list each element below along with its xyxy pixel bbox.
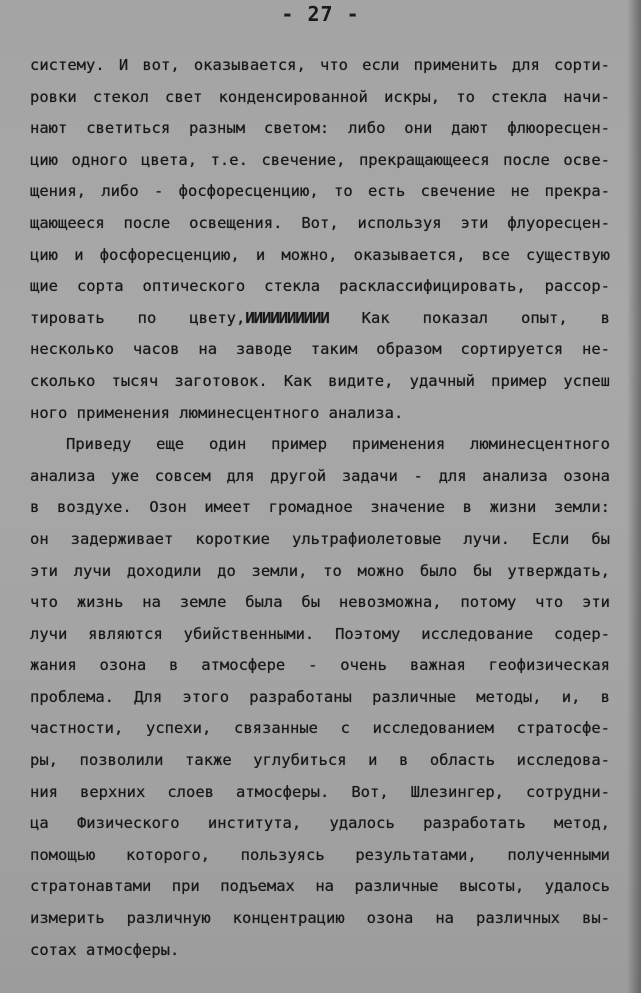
text-line: в воздухе. Озон имеет громадное значение в жизни земли: — [30, 498, 610, 517]
text-line: лучи являются убийственными. Поэтому исследование содер- — [30, 624, 610, 643]
text-line: цию одного цвета, т.е. свечение, прекращающееся после осве- — [30, 150, 610, 169]
text-line: ца Физического института, удалось разработать метод, — [30, 814, 610, 833]
text-line: что жизнь на земле была бы невозможна, потому что эти — [30, 593, 610, 612]
text-fragment: Как показал опыт, в — [361, 308, 610, 327]
text-line-with-strikeout — [30, 303, 610, 335]
body-text — [30, 50, 610, 966]
text-line: сколько тысяч заготовок. Как видите, удачный пример успеш — [30, 371, 610, 390]
text-line: цию и фосфоресценцию, и можно, оказывается, все существую — [30, 245, 610, 264]
text-line: жания озона в атмосфере - очень важная геофизическая — [30, 656, 610, 675]
text-line: ры, позволили также углубиться и в область исследова- — [30, 751, 610, 770]
text-line: проблема. Для этого разработаны различные методы, и, в — [30, 687, 610, 706]
text-line: стратонавтами при подъемах на различные высоты, удалось — [30, 877, 610, 896]
text-line: он задерживает короткие ультрафиолетовые лучи. Если бы — [30, 529, 610, 548]
text-line: сотах атмосферы. — [30, 940, 180, 959]
text-line: щения, либо - фосфоресценцию, то есть свечение не прекра- — [30, 182, 610, 201]
text-line: эти лучи доходили до земли, то можно было бы утверждать, — [30, 561, 610, 580]
text-line: щие сорта оптического стекла расклассифицировать, рассор- — [30, 277, 610, 296]
struck-out-text: ИИИИИИИИИИ — [245, 308, 329, 327]
page-number: - 27 - — [281, 2, 360, 26]
text-fragment: тировать по цвету, — [30, 308, 246, 327]
text-line: ного применения люминесцентного анализа. — [30, 403, 404, 422]
scan-edge-shadow — [627, 0, 641, 993]
text-line: щающееся после освещения. Вот, используя эти флуоресцен- — [30, 213, 610, 232]
text-line: систему. И вот, оказывается, что если применить для сорти- — [30, 56, 610, 74]
text-line: несколько часов на заводе таким образом сортируется не- — [30, 340, 610, 359]
text-line: измерить различную концентрацию озона на различных вы- — [30, 909, 610, 928]
text-line: ния верхних слоев атмосферы. Вот, Шлезингер, сотрудни- — [30, 782, 610, 801]
text-line: ровки стекол свет конденсированной искры, то стекла начи- — [30, 87, 610, 106]
text-line: помощью которого, пользуясь результатами, полученными — [30, 845, 610, 864]
text-line: Приведу еще один пример применения люминесцентного — [66, 435, 610, 454]
text-line: анализа уже совсем для другой задачи - для анализа озона — [30, 466, 610, 485]
text-line: частности, успехи, связанные с исследованием стратосфе- — [30, 719, 610, 738]
text-line: нают светиться разным светом: либо они дают флюоресцен- — [30, 119, 610, 138]
